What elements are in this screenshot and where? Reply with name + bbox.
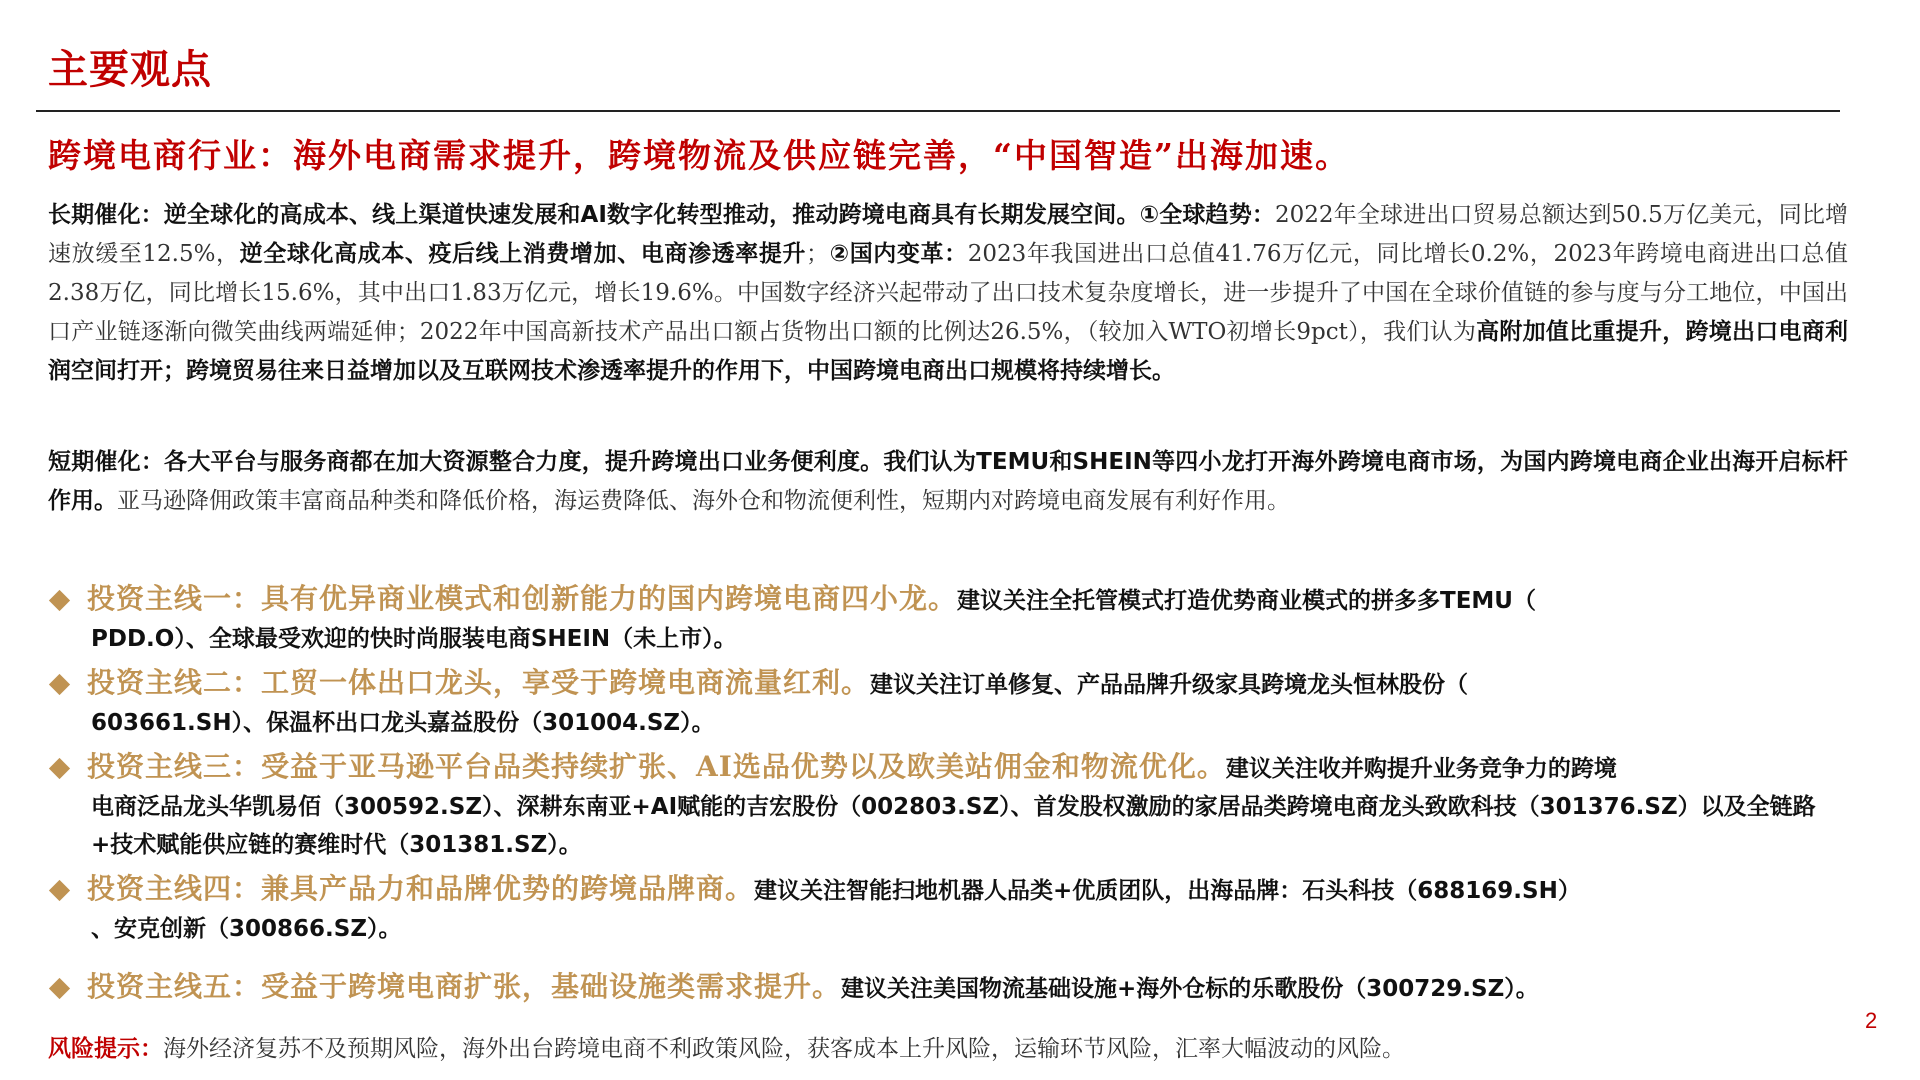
page-title: 主要观点 (48, 47, 212, 93)
domestic-text: 2023年我国进出口总值41.76万亿元，同比增长0.2%，2023年跨境电商进出口总值2.38万亿，同比增长15.6%，其中出口1.83万亿元，增长19.6%。中国数字经济兴起带动了出口技术复杂度增长，进一步提升了中国在全球价值链的参与度与分工地位，中国出口产业链逐渐向微笑曲线两端延伸；2022年中国高新技术产品出口额占货物出口额的比例达26.5%，（较加入WTO初增长9pct），我们认为 (48, 241, 1848, 345)
risk-warning (48, 1030, 1405, 1063)
thesis-label: 投资主线五：受益于跨境电商扩张，基础设施类需求提升。 (87, 970, 842, 1003)
risk-label: 风险提示： (48, 1036, 163, 1062)
global-trend-text: 2022年全球进出口贸易总额达到50.5万亿美元，同比增速放缓至12.5%， (48, 202, 1848, 267)
thesis-continuation: 、安克创新（300866.SZ）。 (91, 916, 402, 942)
thesis-body: 建议关注收并购提升业务竞争力的跨境 (1225, 756, 1617, 782)
thesis-continuation: 电商泛品龙头华凯易佰（300592.SZ）、深耕东南亚+AI赋能的吉宏股份（002803.SZ）、首发股权激励的家居品类跨境电商龙头致欧科技（301376.SZ）以及全链路+技术赋能供应链的赛维时代（301381.SZ）。 (91, 794, 1816, 858)
page-number: 2 (1865, 1008, 1878, 1033)
thesis-label: 投资主线一：具有优异商业模式和创新能力的国内跨境电商四小龙。 (87, 582, 958, 615)
short-term-lead: 短期催化：各大平台与服务商都在加大资源整合力度，提升跨境出口业务便利度。我们认为TEMU和SHEIN等四小龙打开海外跨境电商市场，为国内跨境电商企业出海开启标杆作用。 (48, 449, 1848, 514)
thesis-item (48, 968, 1854, 1008)
diamond-bullet-icon (49, 589, 70, 610)
title-divider (36, 110, 1840, 112)
thesis-label: 投资主线三：受益于亚马逊平台品类持续扩张、AI选品优势以及欧美站佣金和物流优化。 (87, 750, 1226, 783)
thesis-item (48, 580, 1854, 658)
diamond-bullet-icon (49, 977, 70, 998)
thesis-continuation: 603661.SH）、保温杯出口龙头嘉益股份（301004.SZ）。 (91, 710, 715, 736)
short-term-text: 亚马逊降佣政策丰富商品种类和降低价格，海运费降低、海外仓和物流便利性，短期内对跨境电商发展有利好作用。 (117, 488, 1290, 514)
long-term-lead: 长期催化：逆全球化的高成本、线上渠道快速发展和AI数字化转型推动，推动跨境电商具有长期发展空间。 (48, 202, 1140, 228)
thesis-item (48, 870, 1854, 948)
separator: ； (806, 241, 830, 267)
short-term-paragraph (48, 443, 1848, 521)
long-term-paragraph (48, 196, 1848, 391)
thesis-item (48, 664, 1854, 742)
long-term-conclusion: 高附加值比重提升，跨境出口电商利润空间打开；跨境贸易往来日益增加以及互联网技术渗透率提升的作用下，中国跨境电商出口规模将持续增长。 (48, 319, 1848, 384)
risk-text: 海外经济复苏不及预期风险，海外出台跨境电商不利政策风险，获客成本上升风险，运输环节风险，汇率大幅波动的风险。 (163, 1036, 1405, 1062)
global-trend-bold: 逆全球化高成本、疫后线上消费增加、电商渗透率提升 (239, 241, 807, 267)
diamond-bullet-icon (49, 673, 70, 694)
thesis-body: 建议关注全托管模式打造优势商业模式的拼多多TEMU（ (957, 588, 1536, 614)
thesis-continuation: PDD.O）、全球最受欢迎的快时尚服装电商SHEIN（未上市）。 (91, 626, 737, 652)
thesis-item (48, 748, 1854, 864)
thesis-label: 投资主线四：兼具产品力和品牌优势的跨境品牌商。 (87, 872, 755, 905)
thesis-body: 建议关注智能扫地机器人品类+优质团队，出海品牌：石头科技（688169.SH） (754, 878, 1581, 904)
headline: 跨境电商行业：海外电商需求提升，跨境物流及供应链完善，“中国智造”出海加速。 (48, 136, 1350, 175)
diamond-bullet-icon (49, 757, 70, 778)
domestic-label: ②国内变革： (829, 241, 968, 267)
thesis-body: 建议关注订单修复、产品品牌升级家具跨境龙头恒林股份（ (870, 672, 1469, 698)
thesis-body: 建议关注美国物流基础设施+海外仓标的乐歌股份（300729.SZ）。 (841, 976, 1539, 1002)
global-trend-label: ①全球趋势： (1139, 202, 1276, 228)
diamond-bullet-icon (49, 879, 70, 900)
thesis-label: 投资主线二：工贸一体出口龙头，享受于跨境电商流量红利。 (87, 666, 871, 699)
